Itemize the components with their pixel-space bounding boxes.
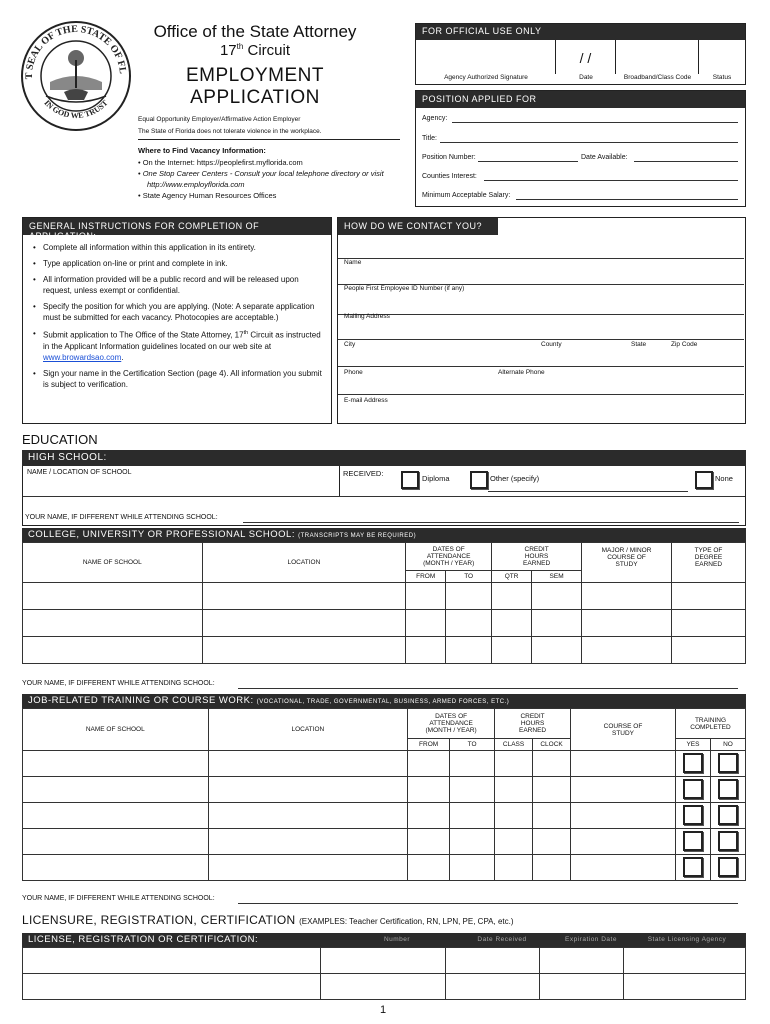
yes-checkbox[interactable]	[683, 857, 703, 877]
col-from: FROM	[406, 571, 446, 583]
training-your-name-input[interactable]	[238, 903, 738, 904]
training-table	[22, 708, 746, 881]
col-location: LOCATION	[208, 709, 408, 751]
people-first-label: People First Employee ID Number (if any)	[344, 285, 465, 292]
phone-label: Phone	[344, 369, 363, 376]
col-credit: CREDIT HOURS EARNED	[495, 709, 571, 739]
col-clock: CLOCK	[533, 739, 571, 751]
circuit-name: 17th Circuit	[219, 42, 291, 59]
col-no: NO	[710, 739, 745, 751]
col-major: MAJOR / MINOR COURSE OF STUDY	[582, 543, 672, 583]
alt-phone-label: Alternate Phone	[498, 369, 545, 376]
no-checkbox[interactable]	[718, 779, 738, 799]
county-label: County	[541, 341, 562, 348]
hs-your-name-label: YOUR NAME, IF DIFFERENT WHILE ATTENDING SCHOOL:	[25, 514, 218, 521]
table-row[interactable]	[23, 948, 746, 974]
contact-title: HOW DO WE CONTACT YOU?	[338, 218, 498, 235]
diploma-checkbox[interactable]	[401, 471, 419, 489]
college-table	[22, 542, 746, 664]
instructions-box	[22, 217, 332, 424]
form-title-2: APPLICATION	[190, 87, 320, 108]
col-qtr: QTR	[492, 571, 532, 583]
label: Status	[712, 74, 732, 81]
table-row[interactable]	[23, 829, 746, 855]
position-box	[415, 90, 746, 207]
diploma-label: Diploma	[422, 474, 450, 483]
other-checkbox[interactable]	[470, 471, 488, 489]
col-name-of-school: NAME OF SCHOOL	[23, 709, 209, 751]
received-label: RECEIVED:	[343, 469, 384, 478]
yes-checkbox[interactable]	[683, 805, 703, 825]
position-number-label: Position Number:	[422, 154, 476, 161]
col-name-of-school: NAME OF SCHOOL	[23, 543, 203, 583]
broadband-field[interactable]	[616, 40, 699, 74]
table-row[interactable]	[23, 610, 746, 637]
salary-label: Minimum Acceptable Salary:	[422, 192, 511, 199]
official-use-box	[415, 23, 746, 85]
name-label: Name	[344, 259, 362, 266]
education-title: EDUCATION	[22, 432, 98, 447]
licensure-table	[22, 947, 746, 1000]
col-course: COURSE OF STUDY	[571, 709, 676, 751]
vacancy-item: • On the Internet: https://peoplefirst.myflorida.com	[138, 158, 303, 167]
website-link[interactable]: www.browardsao.com	[43, 352, 122, 362]
official-use-title: FOR OFFICIAL USE ONLY	[416, 24, 745, 40]
agency-signature-field[interactable]	[416, 40, 556, 74]
licensure-title: LICENSURE, REGISTRATION, CERTIFICATION (EXAMPLES: Teacher Certification, RN, LPN, PE, CPA, etc.)	[22, 913, 514, 927]
counties-label: Counties Interest:	[422, 173, 477, 180]
col-completed: TRAINING COMPLETED	[675, 709, 745, 739]
office-name: Office of the State Attorney	[153, 22, 357, 41]
vacancy-item: • One Stop Career Centers - Consult your local telephone directory or visit	[138, 169, 384, 178]
col-to: TO	[446, 571, 492, 583]
col-class: CLASS	[495, 739, 533, 751]
salary-input[interactable]	[516, 199, 738, 200]
college-your-name-input[interactable]	[238, 688, 738, 689]
instruction-item: • Sign your name in the Certification Section (page 4). All information you submit is subject to verification.	[31, 368, 323, 390]
college-your-name-label: YOUR NAME, IF DIFFERENT WHILE ATTENDING SCHOOL:	[22, 680, 215, 687]
status-field[interactable]	[699, 40, 745, 74]
instruction-item: • Specify the position for which you are applying. (Note: A separate application must be submitted for each vacancy. Photocopies are acceptable.)	[31, 301, 323, 323]
yes-checkbox[interactable]	[683, 753, 703, 773]
vacancy-item: • State Agency Human Resources Offices	[138, 191, 277, 200]
vacancy-heading: Where to Find Vacancy Information:	[138, 146, 266, 155]
instruction-item: • All information provided will be a public record and will be released upon request, unless exempt or confidential.	[31, 274, 323, 296]
mailing-address-input[interactable]	[338, 314, 744, 315]
table-row[interactable]	[23, 803, 746, 829]
training-your-name-label: YOUR NAME, IF DIFFERENT WHILE ATTENDING SCHOOL:	[22, 895, 215, 902]
state-label: State	[631, 341, 647, 348]
school-name-label: NAME / LOCATION OF SCHOOL	[27, 469, 132, 476]
instructions-title: GENERAL INSTRUCTIONS FOR COMPLETION OF APPLICATION:	[23, 218, 331, 235]
label: Agency Authorized Signature	[444, 74, 528, 81]
yes-checkbox[interactable]	[683, 779, 703, 799]
mailing-address-label: Mailing Address	[344, 313, 390, 320]
hs-your-name-input[interactable]	[243, 522, 739, 523]
table-row[interactable]	[23, 855, 746, 881]
position-number-input[interactable]	[478, 161, 578, 162]
label: Date	[579, 74, 593, 81]
table-row[interactable]	[23, 637, 746, 664]
col-dates: DATES OF ATTENDANCE (MONTH / YEAR)	[408, 709, 495, 739]
name-input[interactable]	[338, 268, 744, 284]
table-row[interactable]	[23, 751, 746, 777]
state-seal	[20, 20, 132, 132]
page-number: 1	[380, 1004, 387, 1016]
none-checkbox[interactable]	[695, 471, 713, 489]
other-label: Other (specify)	[490, 474, 540, 483]
table-row[interactable]	[23, 583, 746, 610]
col-yes: YES	[675, 739, 710, 751]
svg-text:GREAT SEAL OF THE STATE OF FLO: T SEAL OF THE STATE OF FL	[23, 23, 129, 80]
col-sem: SEM	[532, 571, 582, 583]
instruction-item: • Submit application to The Office of the State Attorney, 17th Circuit as instructed in the Applicant Information guidelines located on our web site at www.browardsao.com.	[31, 328, 323, 363]
contact-box	[337, 217, 746, 424]
title-input[interactable]	[440, 142, 738, 143]
no-checkbox[interactable]	[718, 857, 738, 877]
no-checkbox[interactable]	[718, 805, 738, 825]
svg-text:IN GOD WE TRUST: IN GOD WE TRUST	[42, 98, 110, 121]
vacancy-item: http://www.employflorida.com	[147, 180, 245, 189]
date-field[interactable]: / /	[556, 40, 616, 74]
table-row[interactable]	[23, 777, 746, 803]
training-bar: JOB-RELATED TRAINING OR COURSE WORK: (VOCATIONAL, TRADE, GOVERNMENTAL, BUSINESS, ARMED FORCES, ETC.)	[22, 694, 746, 708]
counties-input[interactable]	[484, 180, 738, 181]
date-available-input[interactable]	[634, 161, 738, 162]
form-title: EMPLOYMENT	[185, 65, 325, 86]
col-dates: DATES OF ATTENDANCE (MONTH / YEAR)	[406, 543, 492, 571]
date-available-label: Date Available:	[581, 154, 628, 161]
table-row[interactable]	[23, 974, 746, 1000]
yes-checkbox[interactable]	[683, 831, 703, 851]
col-to: TO	[450, 739, 495, 751]
col-credit: CREDIT HOURS EARNED	[492, 543, 582, 571]
instruction-item: • Type application on-line or print and complete in ink.	[31, 258, 323, 269]
title-label: Title:	[422, 135, 437, 142]
no-checkbox[interactable]	[718, 831, 738, 851]
col-degree: TYPE OF DEGREE EARNED	[671, 543, 745, 583]
licensure-bar: LICENSE, REGISTRATION OR CERTIFICATION: Number Date Received Expiration Date State Licensing Agency	[22, 933, 746, 947]
no-checkbox[interactable]	[718, 753, 738, 773]
agency-label: Agency:	[422, 115, 448, 122]
zip-label: Zip Code	[671, 341, 698, 348]
other-specify-input[interactable]	[488, 491, 688, 492]
col-from: FROM	[408, 739, 450, 751]
label: Broadband/Class Code	[623, 74, 692, 81]
col-location: LOCATION	[202, 543, 406, 583]
none-label: None	[715, 474, 733, 483]
email-label: E-mail Address	[344, 397, 388, 404]
violence-statement: The State of Florida does not tolerate violence in the workplace.	[138, 128, 322, 135]
high-school-bar: HIGH SCHOOL:	[22, 450, 746, 466]
instruction-item: • Complete all information within this application in its entirety.	[31, 242, 323, 253]
eeo-statement: Equal Opportunity Employer/Affirmative Action Employer	[138, 116, 301, 123]
high-school-box	[22, 466, 746, 526]
agency-input[interactable]	[452, 122, 738, 123]
college-bar: COLLEGE, UNIVERSITY OR PROFESSIONAL SCHOOL: (TRANSCRIPTS MAY BE REQUIRED)	[22, 528, 746, 542]
city-label: City	[344, 341, 356, 348]
position-title: POSITION APPLIED FOR	[416, 91, 745, 108]
